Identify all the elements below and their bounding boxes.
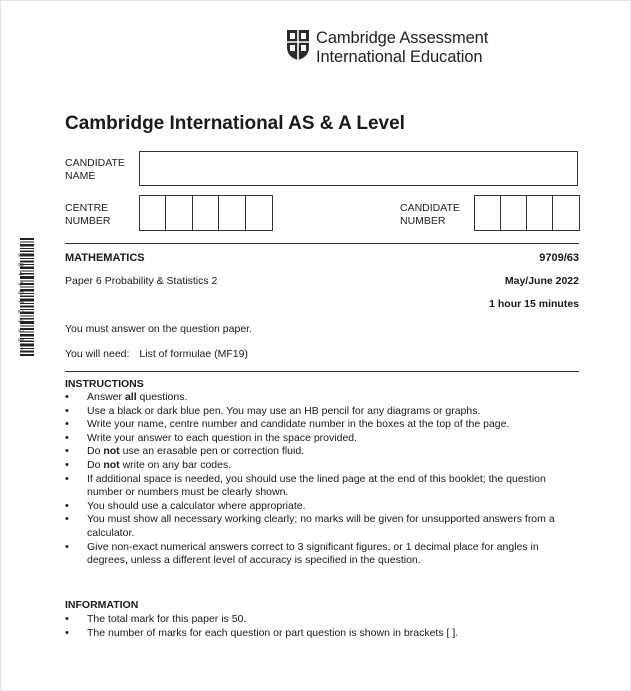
- candidate-number-field[interactable]: [474, 195, 580, 231]
- instruction-item: • You must show all necessary working clearly; no marks will be given for unsupported answers from a calculator.: [65, 513, 565, 540]
- qualification-title: Cambridge International AS & A Level: [65, 113, 405, 134]
- instructions-list: [65, 391, 565, 568]
- barcode-number: [15, 241, 25, 354]
- instruction-item: • The total mark for this paper is 50.: [65, 613, 565, 627]
- instruction-item: • You should use a calculator where appropriate.: [65, 500, 565, 514]
- centre-number-cell[interactable]: [166, 196, 192, 230]
- instruction-item: • Do not use an erasable pen or correction fluid.: [65, 445, 565, 459]
- divider: [65, 371, 579, 372]
- candidate-number-cell[interactable]: [501, 196, 527, 230]
- barcode-digit: 2: [16, 309, 25, 314]
- barcode-digit: 3: [16, 253, 25, 258]
- candidate-name-label: CANDIDATE NAME: [65, 157, 125, 182]
- candidate-number-cell[interactable]: [553, 196, 579, 230]
- instructions-heading: INSTRUCTIONS: [65, 378, 144, 390]
- subject-name: MATHEMATICS: [65, 252, 145, 264]
- barcode-digit: 4: [16, 318, 25, 324]
- syllabus-code: 9709/63: [539, 252, 579, 264]
- barcode-digit: 9: [16, 281, 25, 286]
- centre-number-label: CENTRE NUMBER: [65, 202, 111, 227]
- instruction-item: • Write your name, centre number and candidate number in the boxes at the top of the page.: [65, 418, 565, 432]
- centre-number-cell[interactable]: [140, 196, 166, 230]
- barcode-digit: 8: [16, 262, 25, 267]
- divider: [65, 243, 579, 244]
- cambridge-logo: [286, 29, 488, 67]
- instruction-item: • Give non-exact numerical answers correct to 3 significant figures, or 1 decimal place for angles in degrees, unless a different level of accuracy is specified in the question.: [65, 541, 565, 568]
- answer-note: You must answer on the question paper.: [65, 323, 252, 335]
- barcode-digit: 9: [16, 328, 25, 333]
- candidate-number-label: CANDIDATE NUMBER: [400, 202, 460, 227]
- materials-needed: [65, 348, 248, 360]
- instruction-item: • If additional space is needed, you should use the lined page at the end of this booklet; the question number or numbers must be clearly shown.: [65, 473, 565, 500]
- org-name-line-1: Cambridge Assessment: [316, 29, 489, 47]
- barcode-digit: 7: [16, 300, 25, 305]
- barcode-digit: *: [16, 243, 25, 248]
- barcode-digit: *: [16, 347, 25, 352]
- candidate-number-cell[interactable]: [527, 196, 553, 230]
- exam-duration: 1 hour 15 minutes: [489, 298, 579, 310]
- centre-number-cell[interactable]: [246, 196, 272, 230]
- instruction-item: • The number of marks for each question or part question is shown in brackets [ ].: [65, 627, 565, 641]
- information-heading: INFORMATION: [65, 599, 139, 611]
- barcode-digit: 0: [16, 290, 25, 295]
- instruction-item: • Use a black or dark blue pen. You may use an HB pencil for any diagrams or graphs.: [65, 405, 565, 419]
- instruction-item: • Answer all questions.: [65, 391, 565, 405]
- centre-number-cell[interactable]: [219, 196, 245, 230]
- barcode-digit: 4: [16, 271, 25, 277]
- org-name-line-2: International Education: [316, 48, 483, 66]
- paper-title: Paper 6 Probability & Statistics 2: [65, 275, 218, 287]
- instruction-item: • Write your answer to each question in the space provided.: [65, 432, 565, 446]
- centre-number-field[interactable]: [139, 195, 273, 231]
- exam-session: May/June 2022: [504, 275, 579, 287]
- candidate-number-cell[interactable]: [475, 196, 501, 230]
- instruction-item: • Do not write on any bar codes.: [65, 459, 565, 473]
- cambridge-crest-icon: [286, 29, 310, 61]
- information-list: [65, 613, 565, 640]
- barcode-digit: 1: [16, 337, 25, 342]
- candidate-name-field[interactable]: [139, 151, 578, 186]
- centre-number-cell[interactable]: [193, 196, 219, 230]
- materials-value: List of formulae (MF19): [139, 348, 248, 360]
- materials-label: You will need:: [65, 348, 130, 360]
